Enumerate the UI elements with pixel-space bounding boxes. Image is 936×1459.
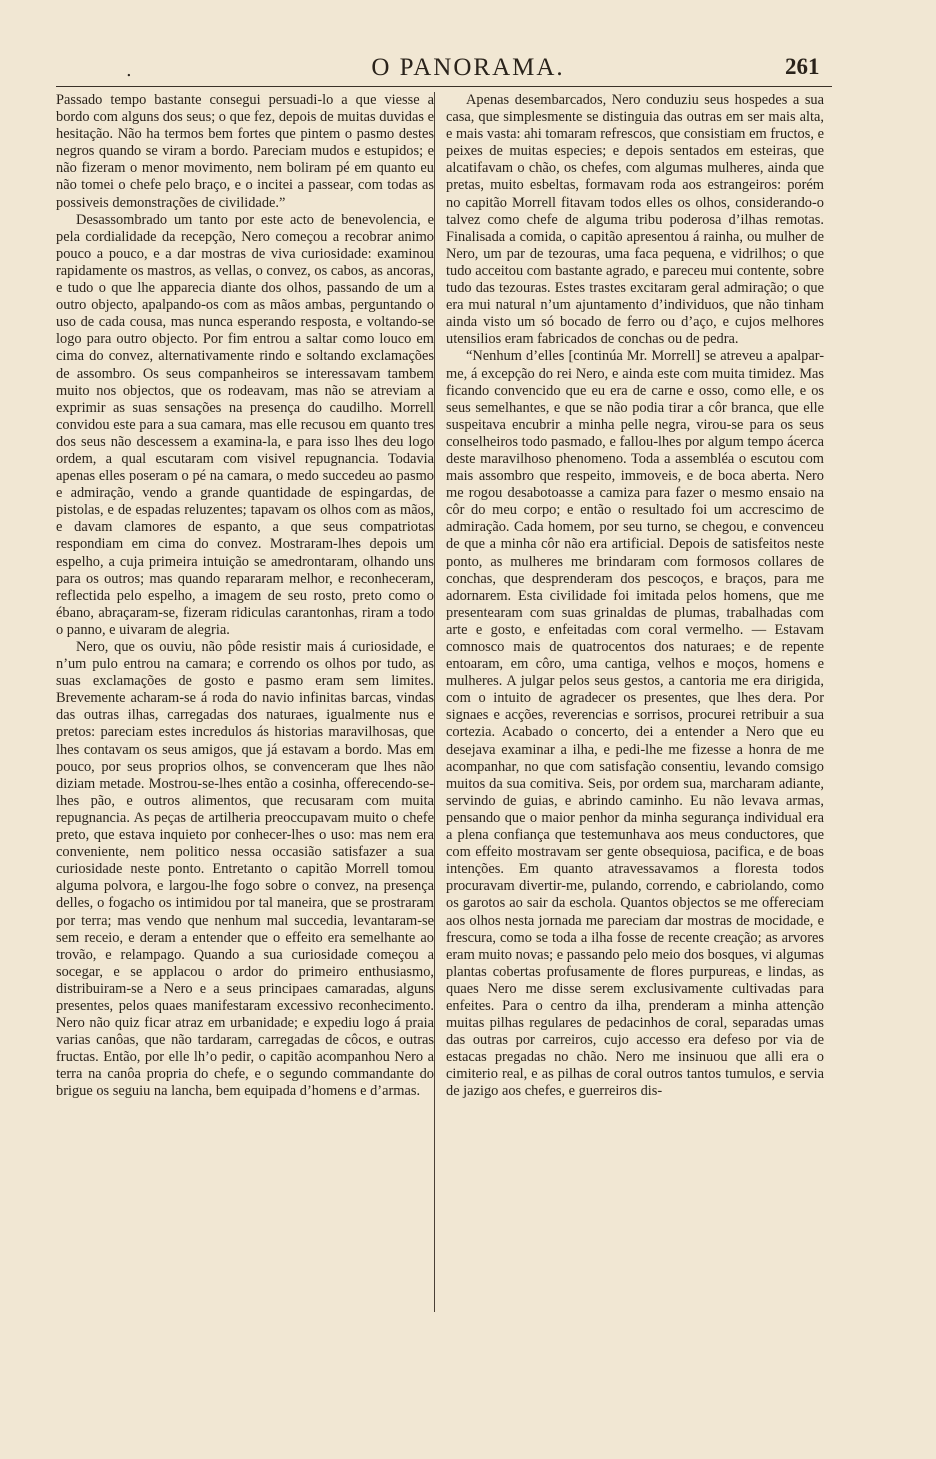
paragraph: “Nenhum d’elles [continúa Mr. Morrell] se atreveu a apalpar-me, á excepção do rei Nero, e ainda este com muita timidez. Mas ficando convencido que eu era de carne e osso, como elle, e os seus semelhantes, e que se não podia tirar a côr branca, que elle suspeitava encubrir a minha pelle negra, virou-se para os seus conselheiros todo pasmado, e fallou-lhes por algum tempo ácerca deste maravilhoso phenomeno. Toda a assembléa o escutou com mais assombro que respeito, immoveis, e de boca aberta. Nero me rogou desabotoasse a camiza para fazer o mesmo ensaio na côr do meu corpo; e então o resultado foi um accrescimo de admiração. Cada homem, por seu turno, se chegou, e convenceu de que a minha côr não era artificial. Depois de satisfeitos neste ponto, as mulheres me brindaram com formosos collares de conchas, que desprenderam dos pescoços, e braços, para me adornarem. Esta civilidade foi imitada pelos homens, que me presentearam com suas grinaldas de plumas, trabalhadas com arte e gosto, e enfeitadas com coral vermelho. — Estavam comnosco mais de quatrocentos dos naturaes; e de repente entoaram, em côro, uma cantiga, velhos e moços, homens e mulheres. A julgar pelos seus gestos, a cantoria me era dirigida, com o intuito de agradecer os presentes, que lhes dera. Por signaes e acções, reverencias e sorrisos, procurei retribuir a sua cortezia. Acabado o concerto, dei a entender a Nero que eu desejava examinar a ilha, e pedi-lhe me fizesse a honra de me acompanhar, no que com satisfação consentiu, levando comsigo muitos da sua comitiva. Seis, por ordem sua, marcharam adiante, servindo de guias, e abrindo caminho. Eu não levava armas, pensando que o maior penhor da minha segurança individual era a plena confiança que testemunhava aos meus conductores, que com effeito mostravam ser gente obsequiosa, pacifica, e de boas intenções. Em quanto atravessavamos a floresta todos procuravam divertir-me, pulando, correndo, e cabriolando, como os garotos ao sair da escholа. Quantos objectos se me offereciam aos olhos nesta jornada me pareciam dar mostras de mocidade, e frescura, como se toda a ilha fosse de recente creação; as arvores eram muito novas; e passando pelo meio dos bosques, vi algumas plantas cobertas profusamente de flores purpureas, e lindas, as quaes Nero me disse serem exclusivamente cultivadas para enfeites. Para o centro da ilha, prenderam a minha attenção muitas pilhas regulares de pedacinhos de coral, separadas umas das outras por carreiros, cujo accesso era defeso por via de estacas pregadas no chão. Nero me insinuou que alli era o cimiterio real, e as pilhas de coral outros tantos tumulos, e servia de jazigo aos chefes, e guerreiros dis-: [446, 348, 824, 1100]
page-number: 261: [785, 54, 820, 79]
paragraph: Passado tempo bastante consegui persuadi-lo a que viesse a bordo com alguns dos seus; o que fez, depois de muitas duvidas e hesitação. Não ha termos bem fortes que pintem o pasmo destes negros quando se viram a bordo. Pareciam mudos e estupidos; e não fizeram o menor movimento, nem boliram pé em quanto eu não tomei o chefe pelo braço, e o incitei a passear, com todas as possiveis demonstrações de civilidade.”: [56, 92, 434, 211]
paragraph: Nero, que os ouviu, não pôde resistir mais á curiosidade, e n’um pulo entrou na camara; e correndo os olhos por tudo, as suas exclamações de gosto e pasmo eram sem limites. Brevemente acharam-se á roda do navio infinitas barcas, vindas das outras ilhas, carregadas dos naturaes, igualmente nus e pretos: pareciam estes incredulos ás historias maravilhosas, que lhes contavam os seus amigos, que já estavam a bordo. Mas em pouco, por seus proprios olhos, se convenceram que lhes não diziam metade. Mostrou-se-lhes então a cosinha, offerecendo-se-lhes pão, e outros alimentos, que recusaram com muita repugnancia. As peças de artilheria preoccupavam muito o chefe preto, que estava inquieto por conhecer-lhes o uso: mas nem era conveniente, nem politico nessa occasião satisfazer a sua curiosidade neste ponto. Entretanto o capitão Morrell tomou alguma polvora, e largou-lhe fogo sobre o convez, na presença delles, o fogacho os intimidou por tal maneira, que se prostraram por terra; mas vendo que nenhum mal succedia, levantaram-se sem receio, e deram a entender que o effeito era semelhante ao trovão, e relampago. Quando a sua curiosidade começou a socegar, e se applacou o ardor do primeiro enthusiasmo, distribuiram-se a Nero e a seus principaes camaradas, alguns presentes, pelos quaes manifestaram excessivo reconhecimento. Nero não quiz ficar atraz em urbanidade; e expediu logo á praia varias canôas, que não tardaram, carregadas de côcos, e outras fructas. Então, por elle lh’o pedir, o capitão acompanhou Nero a terra na canôa propria do chefe, e o segundo commandante do brigue os seguiu na lancha, bem equipada d’homens e d’armas.: [56, 639, 434, 1100]
paragraph: Apenas desembarcados, Nero conduziu seus hospedes a sua casa, que simplesmente se distinguia das outras em ser mais alta, e mais vasta: ahi tomaram refrescos, que consistiam em fructos, e peixes de muitas especies; e depois sentados em esteiras, que alcatifavam o chão, os chefes, com algumas mulheres, ainda que pretas, muito esbeltas, formavam roda aos estrangeiros: porém no capitão Morrell fitavam todos elles os olhos, considerando-o talvez como chefe de alguma tribu poderosa d’ilhas remotas. Finalisada a comida, o capitão apresentou á rainha, ou mulher de Nero, um par de tezouras, uma faca pequena, e vidrilhos; o que tudo acceitou com bastante agrado, e pareceu mui contente, sobre tudo das tezouras. Estes trastes excitaram geral admiração; o que era mui natural n’um ajuntamento d’individuos, que não tinham ainda visto um só bocado de ferro ou d’aço, e cujos melhores utensilios eram fabricados de conchas ou de pedra.: [446, 92, 824, 348]
paragraph: Desassombrado um tanto por este acto de benevolencia, e pela cordialidade da recepção, Nero começou a recobrar animo pouco a pouco, e a dar mostras de viva curiosidade: examinou rapidamente os mastros, as vellas, o convez, os cabos, as ancoras, e tudo o que lhe apparecia diante dos olhos, passando de um a outro objecto, apalpando-os com as mãos ambas, perguntando o uso de cada cousa, mas nunca esperando resposta, e voltando-se logo para outro objecto. Por fim entrou a saltar como louco em cima do convez, alternativamente rindo e soltando exclamações de assombro. Os seus companheiros se interessavam tambem muito nos objectos, que os rodeavam, mas não se atreviam a exprimir as suas sensações na presença do caudilho. Morrell convidou este para a sua camara, mas elle recusou em quanto tres dos seus não descessem a examina-la, e para isso lhes deu logo ordem, a qual escutaram com visivel repugnancia. Todavia apenas elles poseram o pé na camara, o medo succedeu ao pasmo e admiração, vendo a grande quantidade de espingardas, de pistolas, e de espadas reluzentes; tapavam os olhos com as mãos, e davam clamores de espanto, a que seus compatriotas respondiam em cima do convez. Mostraram-lhes depois um espelho, a cuja primeira intuição se amedrontaram, olhando uns para os outros; mas quando repararam melhor, e reconheceram, reflectida pelo espelho, a imagem de seu rosto, preto como o ébano, abraçaram-se, fizeram ridiculas carantonhas, riram a todo o panno, e uivaram de alegria.: [56, 211, 434, 638]
page-header: [0, 52, 936, 86]
left-column: [56, 92, 434, 1101]
right-column: [446, 92, 824, 1101]
column-divider: [434, 92, 435, 1312]
header-rule: [56, 86, 832, 87]
header-dot: .: [126, 60, 132, 81]
periodical-title: O PANORAMA.: [371, 54, 565, 81]
